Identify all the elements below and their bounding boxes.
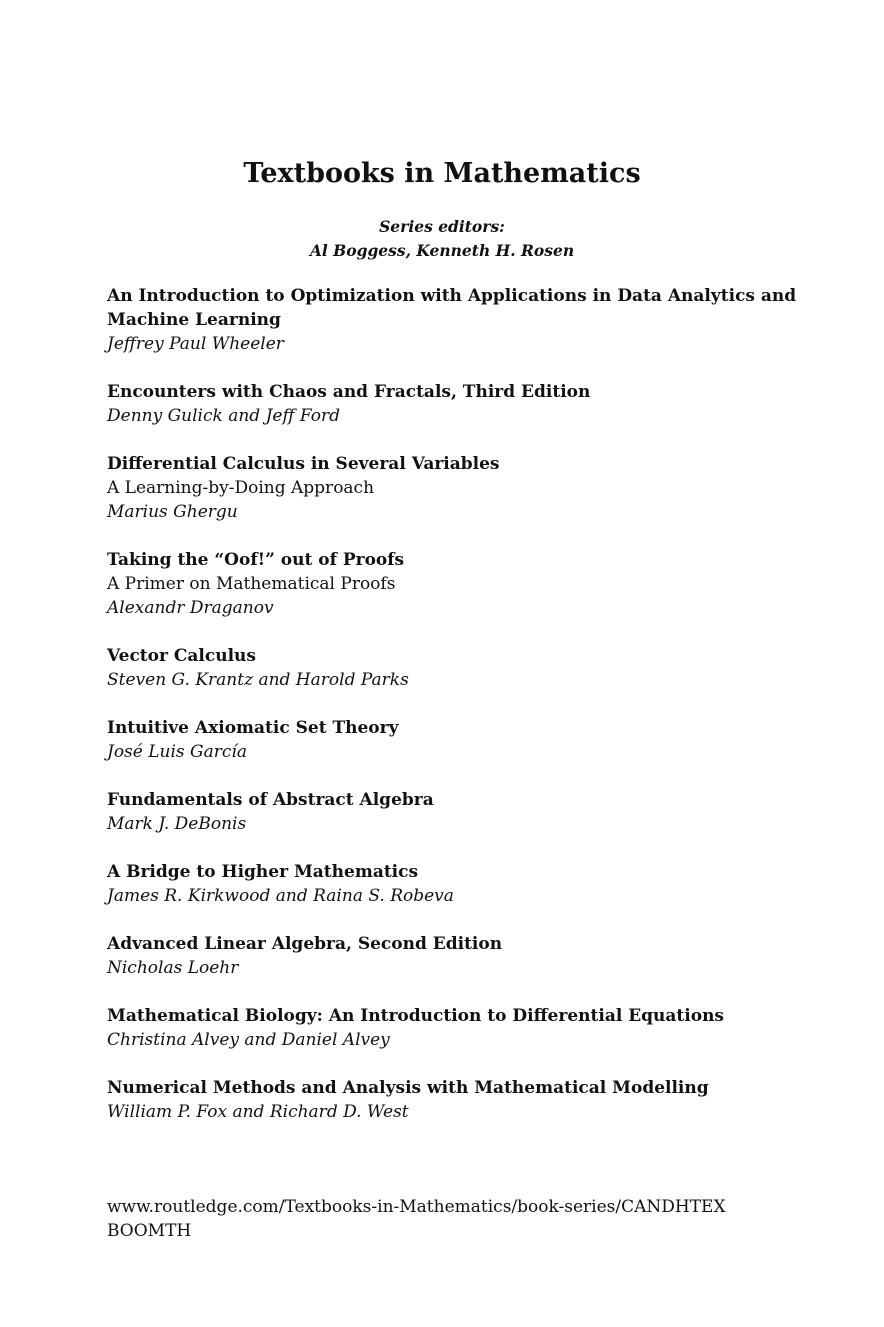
- book-entry: [107, 1076, 807, 1124]
- book-entry: [107, 284, 807, 356]
- book-authors: Alexandr Draganov: [107, 598, 274, 618]
- book-title: A Bridge to Higher Mathematics: [107, 862, 419, 882]
- book-subtitle: A Primer on Mathematical Proofs: [107, 574, 396, 594]
- book-title: Fundamentals of Abstract Algebra: [107, 790, 434, 810]
- book-title: Encounters with Chaos and Fractals, Third Edition: [107, 382, 591, 402]
- book-entry: [107, 644, 807, 692]
- book-entry: [107, 932, 807, 980]
- book-entry: [107, 716, 807, 764]
- book-entry: [107, 380, 807, 428]
- book-authors: James R. Kirkwood and Raina S. Robeva: [107, 886, 454, 906]
- book-authors: Steven G. Krantz and Harold Parks: [107, 670, 409, 690]
- book-authors: José Luis García: [107, 742, 247, 762]
- book-authors: Denny Gulick and Jeff Ford: [107, 406, 341, 426]
- book-title: Vector Calculus: [107, 646, 256, 666]
- series-title: Textbooks in Mathematics: [243, 158, 641, 189]
- series-editors: [0, 215, 884, 263]
- book-title: Differential Calculus in Several Variables: [107, 454, 500, 474]
- series-editors-names: Al Boggess, Kenneth H. Rosen: [309, 241, 575, 260]
- book-entry: [107, 860, 807, 908]
- book-authors: Mark J. DeBonis: [107, 814, 247, 834]
- series-editors-label: Series editors:: [379, 217, 505, 236]
- book-entry: [107, 1004, 807, 1052]
- book-entry: [107, 548, 807, 620]
- book-title: An Introduction to Optimization with Applications in Data Analytics and Machine Learning: [107, 286, 797, 330]
- book-title: Taking the “Oof!” out of Proofs: [107, 550, 405, 570]
- book-title: Numerical Methods and Analysis with Mathematical Modelling: [107, 1078, 709, 1098]
- book-authors: Nicholas Loehr: [107, 958, 239, 978]
- book-title: Mathematical Biology: An Introduction to Differential Equations: [107, 1006, 725, 1026]
- book-subtitle: A Learning-by-Doing Approach: [107, 478, 375, 498]
- book-entry: [107, 788, 807, 836]
- book-authors: Marius Ghergu: [107, 502, 238, 522]
- book-authors: Jeffrey Paul Wheeler: [107, 334, 284, 354]
- series-url-line-1: www.routledge.com/Textbooks-in-Mathematics/book-series/CANDHTEX: [107, 1197, 726, 1217]
- book-title: Intuitive Axiomatic Set Theory: [107, 718, 399, 738]
- series-url-line-2: BOOMTH: [107, 1221, 192, 1241]
- book-list: [107, 284, 807, 1148]
- series-url: [107, 1195, 827, 1243]
- book-entry: [107, 452, 807, 524]
- book-authors: Christina Alvey and Daniel Alvey: [107, 1030, 390, 1050]
- book-title: Advanced Linear Algebra, Second Edition: [107, 934, 503, 954]
- book-authors: William P. Fox and Richard D. West: [107, 1102, 409, 1122]
